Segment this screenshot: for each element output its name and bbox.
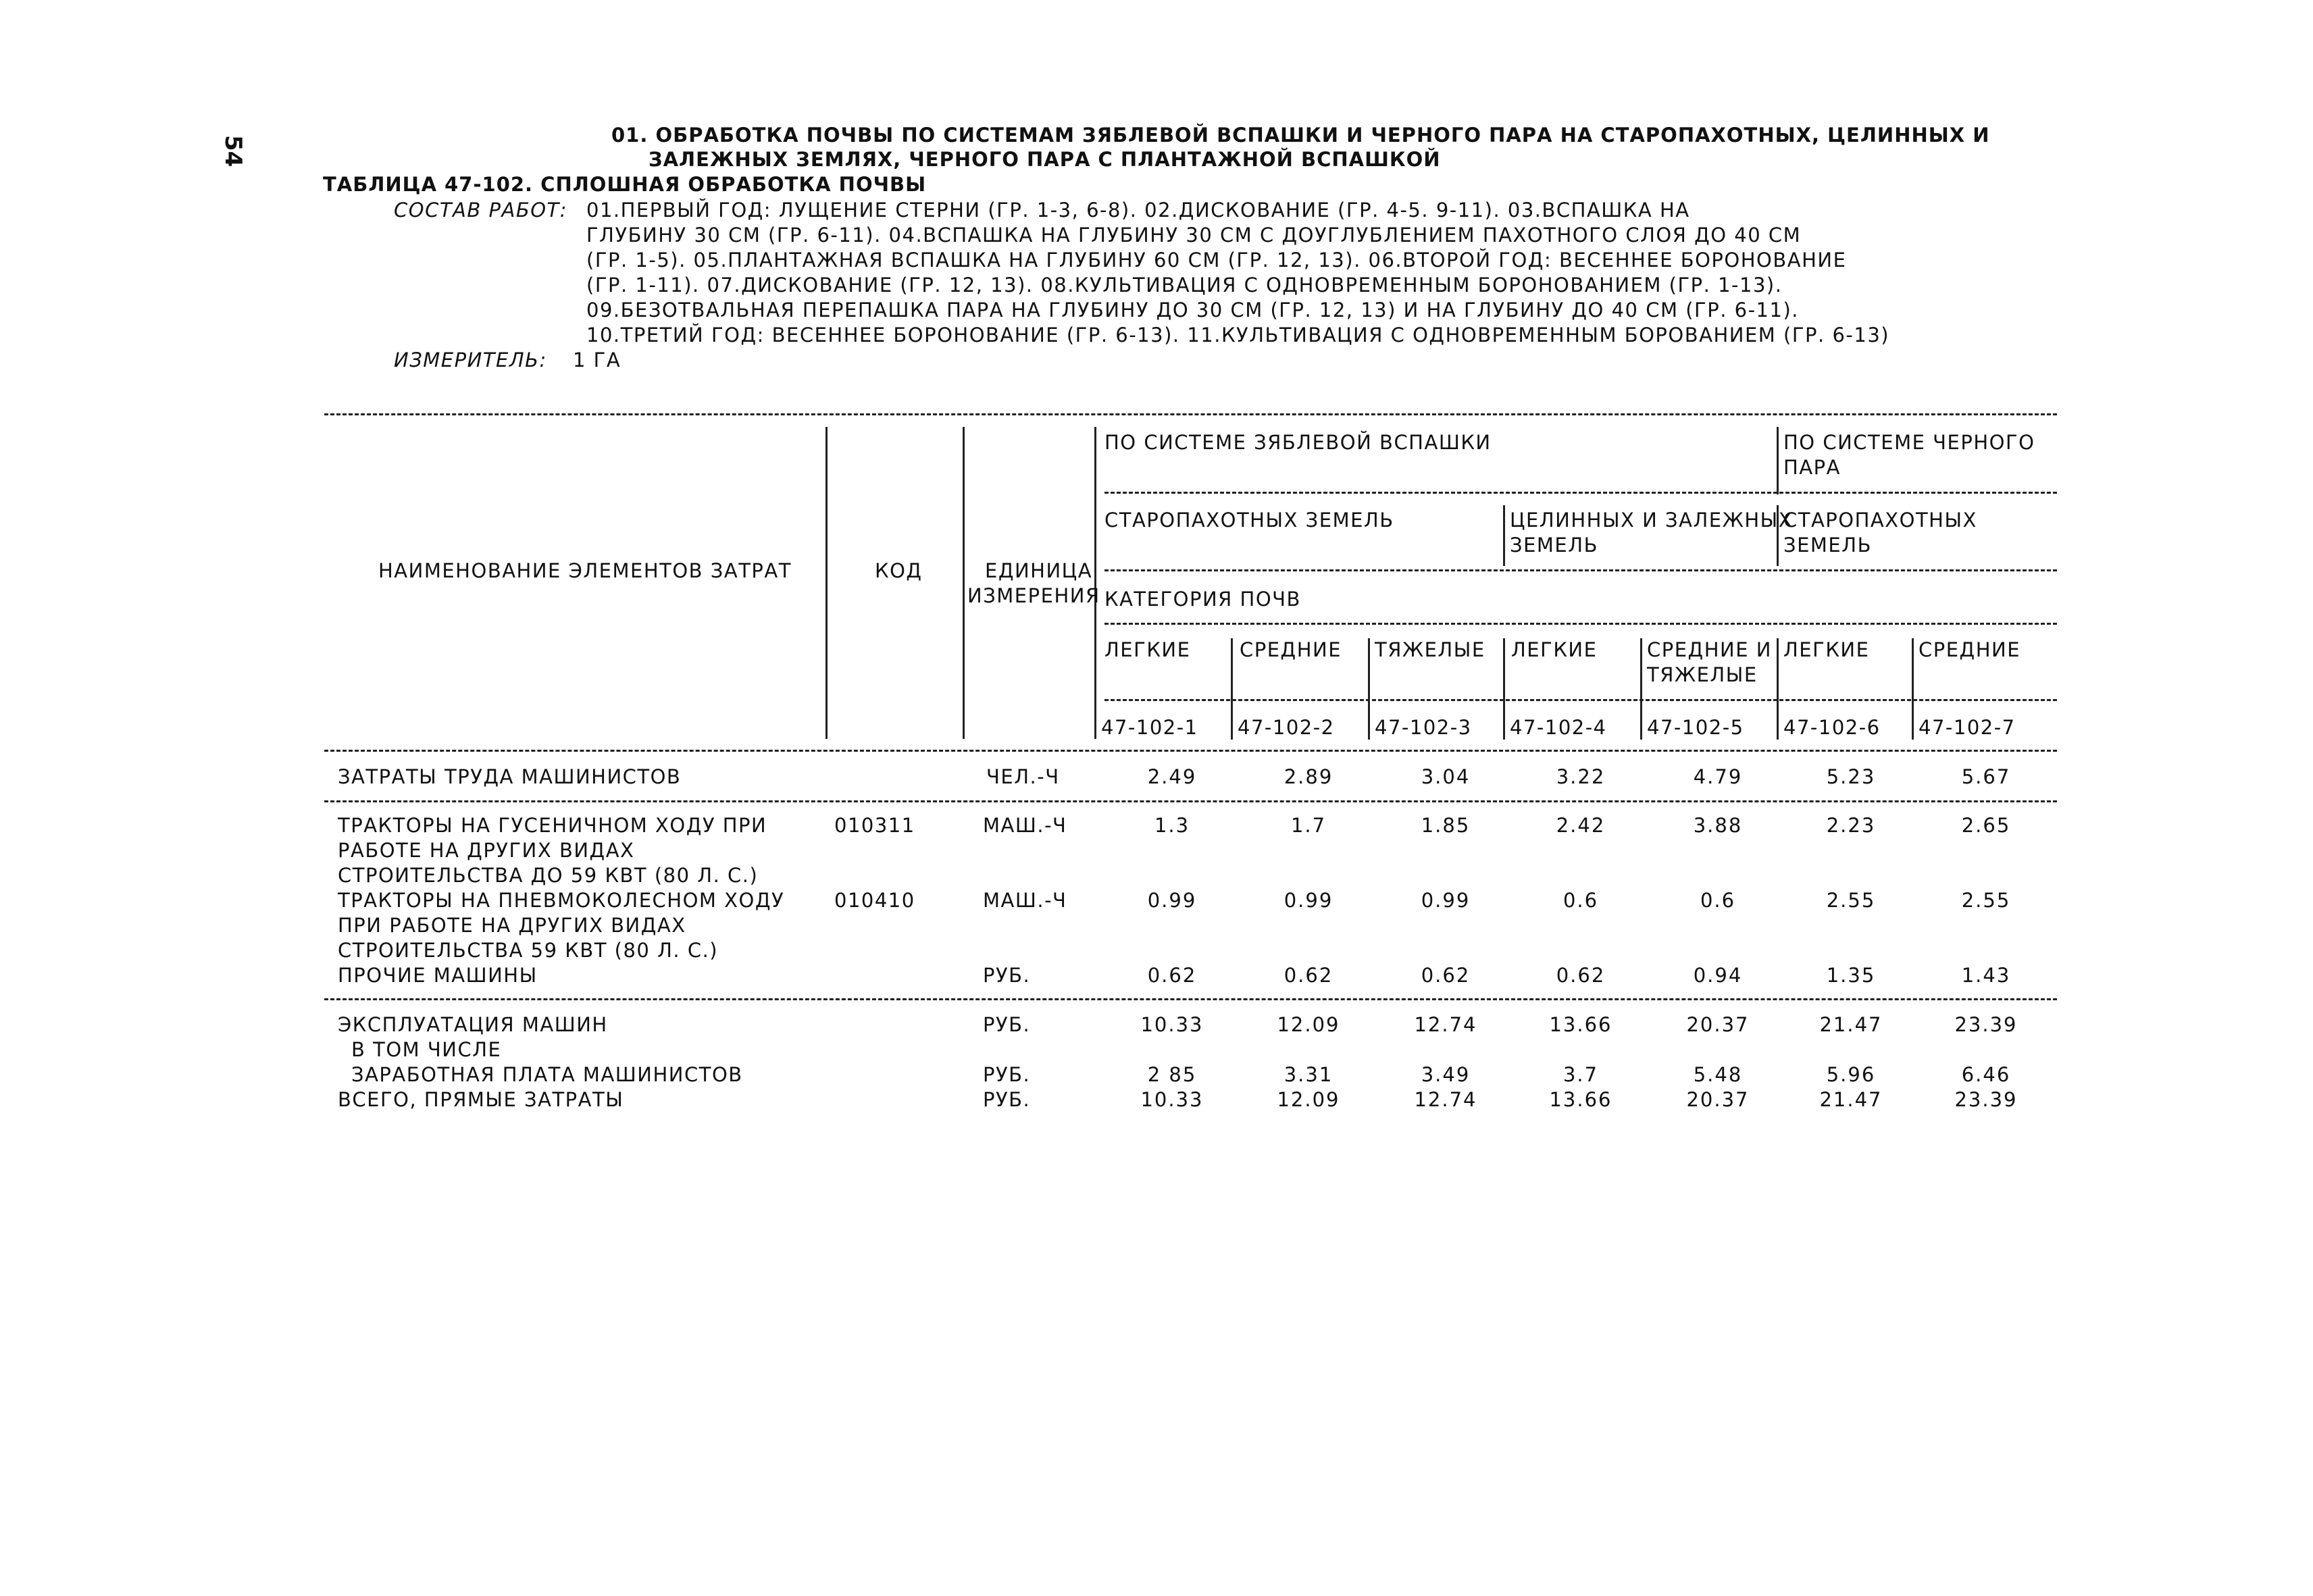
column-divider bbox=[825, 427, 828, 739]
header-staro: СТАРОПАХОТНЫХ ЗЕМЕЛЬ bbox=[1104, 509, 1394, 532]
row-wheeled-value: 2.55 bbox=[1961, 889, 2011, 912]
row-salary-value: 5.48 bbox=[1693, 1063, 1743, 1086]
row-wheeled-value: 0.99 bbox=[1283, 889, 1333, 912]
row-operation-value: 23.39 bbox=[1954, 1013, 2018, 1036]
row-operation-value: 20.37 bbox=[1686, 1013, 1750, 1036]
row-other-unit: РУБ. bbox=[983, 964, 1031, 987]
row-crawler-name: СТРОИТЕЛЬСТВА ДО 59 КВТ (80 Л. С.) bbox=[338, 864, 759, 887]
composition-line: (ГР. 1-11). 07.ДИСКОВАНИЕ (ГР. 12, 13). 08.КУЛЬТИВАЦИЯ С ОДНОВРЕМЕННЫМ БОРОНОВАНИЕМ (ГР. 1-13). bbox=[586, 274, 1783, 297]
row-crawler-name: ТРАКТОРЫ НА ГУСЕНИЧНОМ ХОДУ ПРИ bbox=[338, 814, 767, 837]
column-divider bbox=[1640, 638, 1642, 740]
row-other-value: 1.35 bbox=[1826, 964, 1876, 987]
row-wheeled-name: СТРОИТЕЛЬСТВА 59 КВТ (80 Л. С.) bbox=[338, 939, 719, 962]
row-crawler-value: 2.23 bbox=[1826, 814, 1876, 837]
column-divider bbox=[1777, 427, 1779, 494]
column-divider bbox=[1503, 505, 1505, 566]
row-salary-value: 2 85 bbox=[1147, 1063, 1197, 1086]
row-crawler-code: 010311 bbox=[834, 814, 915, 837]
soil-label: ТЯЖЕЛЫЕ bbox=[1375, 638, 1485, 661]
table-top-rule bbox=[324, 413, 2057, 415]
soil-label: СРЕДНИЕ bbox=[1240, 638, 1342, 661]
row-total-value: 13.66 bbox=[1549, 1088, 1612, 1111]
row-rule bbox=[324, 800, 2057, 802]
composition-line: 09.БЕЗОТВАЛЬНАЯ ПЕРЕПАШКА ПАРА НА ГЛУБИНУ ДО 30 СМ (ГР. 12, 13) И НА ГЛУБИНУ ДО 40 СМ (ГР. 6-11). bbox=[586, 299, 1799, 321]
row-operation-value: 10.33 bbox=[1140, 1013, 1204, 1036]
column-divider bbox=[1094, 427, 1096, 739]
table-title: ТАБЛИЦА 47-102. СПЛОШНАЯ ОБРАБОТКА ПОЧВЫ bbox=[323, 173, 927, 196]
row-labor-unit: ЧЕЛ.-Ч bbox=[986, 765, 1060, 788]
row-total-value: 23.39 bbox=[1954, 1088, 2018, 1111]
row-total-value: 10.33 bbox=[1140, 1088, 1204, 1111]
row-wheeled-value: 0.6 bbox=[1700, 889, 1736, 912]
row-wheeled-value: 0.99 bbox=[1147, 889, 1197, 912]
row-labor-name: ЗАТРАТЫ ТРУДА МАШИНИСТОВ bbox=[338, 765, 682, 788]
row-wheeled-code: 010410 bbox=[834, 889, 915, 912]
column-code: 47-102-6 bbox=[1783, 716, 1881, 739]
header-staro2: СТАРОПАХОТНЫХ bbox=[1783, 509, 1977, 532]
column-code: 47-102-4 bbox=[1510, 716, 1607, 739]
row-operation-value: 12.74 bbox=[1414, 1013, 1477, 1036]
row-total-value: 12.74 bbox=[1414, 1088, 1477, 1111]
row-crawler-name: РАБОТЕ НА ДРУГИХ ВИДАХ bbox=[338, 839, 635, 862]
row-total-name: ВСЕГО, ПРЯМЫЕ ЗАТРАТЫ bbox=[338, 1088, 624, 1111]
header-black-2: ПАРА bbox=[1783, 456, 1841, 479]
column-divider bbox=[1912, 638, 1914, 740]
header-unit-col-2: ИЗМЕРЕНИЯ bbox=[967, 584, 1100, 607]
header-rule bbox=[1104, 492, 2057, 494]
soil-label: СРЕДНИЕ bbox=[1918, 638, 2021, 661]
row-total-value: 21.47 bbox=[1819, 1088, 1883, 1111]
row-operation-value: 13.66 bbox=[1549, 1013, 1612, 1036]
header-tsel-2: ЗЕМЕЛЬ bbox=[1510, 534, 1598, 557]
column-divider bbox=[1503, 638, 1505, 740]
row-total-value: 20.37 bbox=[1686, 1088, 1750, 1111]
header-bottom-rule bbox=[324, 750, 2057, 752]
row-crawler-value: 2.65 bbox=[1961, 814, 2011, 837]
column-divider bbox=[1368, 638, 1370, 740]
row-salary-value: 5.96 bbox=[1826, 1063, 1876, 1086]
composition-line: 01.ПЕРВЫЙ ГОД: ЛУЩЕНИЕ СТЕРНИ (ГР. 1-3, 6-8). 02.ДИСКОВАНИЕ (ГР. 4-5. 9-11). 03.ВСПАШКА НА bbox=[586, 199, 1690, 222]
row-including-label: В ТОМ ЧИСЛЕ bbox=[351, 1038, 502, 1061]
row-operation-value: 21.47 bbox=[1819, 1013, 1883, 1036]
row-crawler-value: 3.88 bbox=[1693, 814, 1743, 837]
row-labor-value: 5.67 bbox=[1961, 765, 2011, 788]
soil-label-2: ТЯЖЕЛЫЕ bbox=[1647, 663, 1758, 686]
header-unit-col: ЕДИНИЦА bbox=[985, 559, 1093, 582]
column-code: 47-102-1 bbox=[1101, 716, 1198, 739]
row-wheeled-name: ТРАКТОРЫ НА ПНЕВМОКОЛЕСНОМ ХОДУ bbox=[338, 889, 785, 912]
header-black: ПО СИСТЕМЕ ЧЕРНОГО bbox=[1783, 431, 2035, 454]
header-category: КАТЕГОРИЯ ПОЧВ bbox=[1104, 588, 1301, 611]
row-salary-name: ЗАРАБОТНАЯ ПЛАТА МАШИНИСТОВ bbox=[351, 1063, 743, 1086]
column-code: 47-102-3 bbox=[1375, 716, 1472, 739]
row-operation-name: ЭКСПЛУАТАЦИЯ МАШИН bbox=[338, 1013, 608, 1036]
column-divider bbox=[1231, 638, 1233, 740]
row-other-value: 0.62 bbox=[1147, 964, 1197, 987]
header-name-col: НАИМЕНОВАНИЕ ЭЛЕМЕНТОВ ЗАТРАТ bbox=[378, 559, 792, 582]
row-labor-value: 2.49 bbox=[1147, 765, 1197, 788]
composition-line: ГЛУБИНУ 30 СМ (ГР. 6-11). 04.ВСПАШКА НА ГЛУБИНУ 30 СМ С ДОУГЛУБЛЕНИЕМ ПАХОТНОГО СЛОЯ ДО 40 СМ bbox=[586, 224, 1802, 247]
header-rule bbox=[1104, 569, 2057, 571]
row-other-value: 0.62 bbox=[1556, 964, 1606, 987]
row-wheeled-value: 0.6 bbox=[1562, 889, 1599, 912]
row-labor-value: 2.89 bbox=[1283, 765, 1333, 788]
row-crawler-value: 1.7 bbox=[1290, 814, 1327, 837]
composition-line: 10.ТРЕТИЙ ГОД: ВЕСЕННЕЕ БОРОНОВАНИЕ (ГР. 6-13). 11.КУЛЬТИВАЦИЯ С ОДНОВРЕМЕННЫМ БОРОВАНИЕМ (ГР. 6-13) bbox=[586, 324, 1890, 346]
header-rule bbox=[1104, 699, 2057, 701]
row-other-value: 0.94 bbox=[1693, 964, 1743, 987]
column-divider bbox=[1777, 638, 1779, 740]
row-salary-value: 3.31 bbox=[1283, 1063, 1333, 1086]
row-rule bbox=[324, 998, 2057, 1000]
soil-label: СРЕДНИЕ И bbox=[1647, 638, 1772, 661]
composition-line: (ГР. 1-5). 05.ПЛАНТАЖНАЯ ВСПАШКА НА ГЛУБИНУ 60 СМ (ГР. 12, 13). 06.ВТОРОЙ ГОД: ВЕСЕННЕЕ БОРОНОВАНИЕ bbox=[586, 249, 1847, 272]
page-number: 54 bbox=[220, 135, 247, 168]
row-operation-unit: РУБ. bbox=[983, 1013, 1031, 1036]
composition-label: СОСТАВ РАБОТ: bbox=[394, 199, 568, 222]
row-other-value: 0.62 bbox=[1421, 964, 1471, 987]
row-salary-unit: РУБ. bbox=[983, 1063, 1031, 1086]
header-staro2-2: ЗЕМЕЛЬ bbox=[1783, 534, 1872, 557]
header-rule bbox=[1104, 623, 2057, 625]
column-code: 47-102-5 bbox=[1647, 716, 1744, 739]
header-code-col: КОД bbox=[875, 559, 923, 582]
row-wheeled-value: 0.99 bbox=[1421, 889, 1471, 912]
row-labor-value: 4.79 bbox=[1693, 765, 1743, 788]
row-total-unit: РУБ. bbox=[983, 1088, 1031, 1111]
row-other-value: 0.62 bbox=[1283, 964, 1333, 987]
header-tsel: ЦЕЛИННЫХ И ЗАЛЕЖНЫХ bbox=[1510, 509, 1794, 532]
row-other-value: 1.43 bbox=[1961, 964, 2011, 987]
section-title: 01. ОБРАБОТКА ПОЧВЫ ПО СИСТЕМАМ ЗЯБЛЕВОЙ ВСПАШКИ И ЧЕРНОГО ПАРА НА СТАРОПАХОТНЫХ, ЦЕЛИННЫХ И bbox=[611, 124, 1990, 147]
row-wheeled-name: ПРИ РАБОТЕ НА ДРУГИХ ВИДАХ bbox=[338, 914, 686, 937]
row-salary-value: 3.49 bbox=[1421, 1063, 1471, 1086]
row-labor-value: 3.04 bbox=[1421, 765, 1471, 788]
soil-label: ЛЕГКИЕ bbox=[1104, 638, 1191, 661]
column-divider bbox=[963, 427, 965, 739]
row-labor-value: 5.23 bbox=[1826, 765, 1876, 788]
unit-value: 1 ГА bbox=[573, 349, 621, 371]
header-zyab: ПО СИСТЕМЕ ЗЯБЛЕВОЙ ВСПАШКИ bbox=[1104, 431, 1492, 454]
row-crawler-value: 2.42 bbox=[1556, 814, 1606, 837]
column-code: 47-102-7 bbox=[1918, 716, 2016, 739]
row-crawler-unit: МАШ.-Ч bbox=[983, 814, 1067, 837]
column-code: 47-102-2 bbox=[1238, 716, 1335, 739]
row-other-name: ПРОЧИЕ МАШИНЫ bbox=[338, 964, 538, 987]
row-total-value: 12.09 bbox=[1277, 1088, 1340, 1111]
row-salary-value: 3.7 bbox=[1562, 1063, 1599, 1086]
section-title-continued: ЗАЛЕЖНЫХ ЗЕМЛЯХ, ЧЕРНОГО ПАРА С ПЛАНТАЖНОЙ ВСПАШКОЙ bbox=[649, 148, 1441, 171]
row-salary-value: 6.46 bbox=[1961, 1063, 2011, 1086]
row-labor-value: 3.22 bbox=[1556, 765, 1606, 788]
soil-label: ЛЕГКИЕ bbox=[1783, 638, 1870, 661]
row-wheeled-value: 2.55 bbox=[1826, 889, 1876, 912]
row-crawler-value: 1.85 bbox=[1421, 814, 1471, 837]
row-wheeled-unit: МАШ.-Ч bbox=[983, 889, 1067, 912]
unit-label: ИЗМЕРИТЕЛЬ: bbox=[394, 349, 547, 371]
row-crawler-value: 1.3 bbox=[1154, 814, 1190, 837]
soil-label: ЛЕГКИЕ bbox=[1511, 638, 1598, 661]
row-operation-value: 12.09 bbox=[1277, 1013, 1340, 1036]
